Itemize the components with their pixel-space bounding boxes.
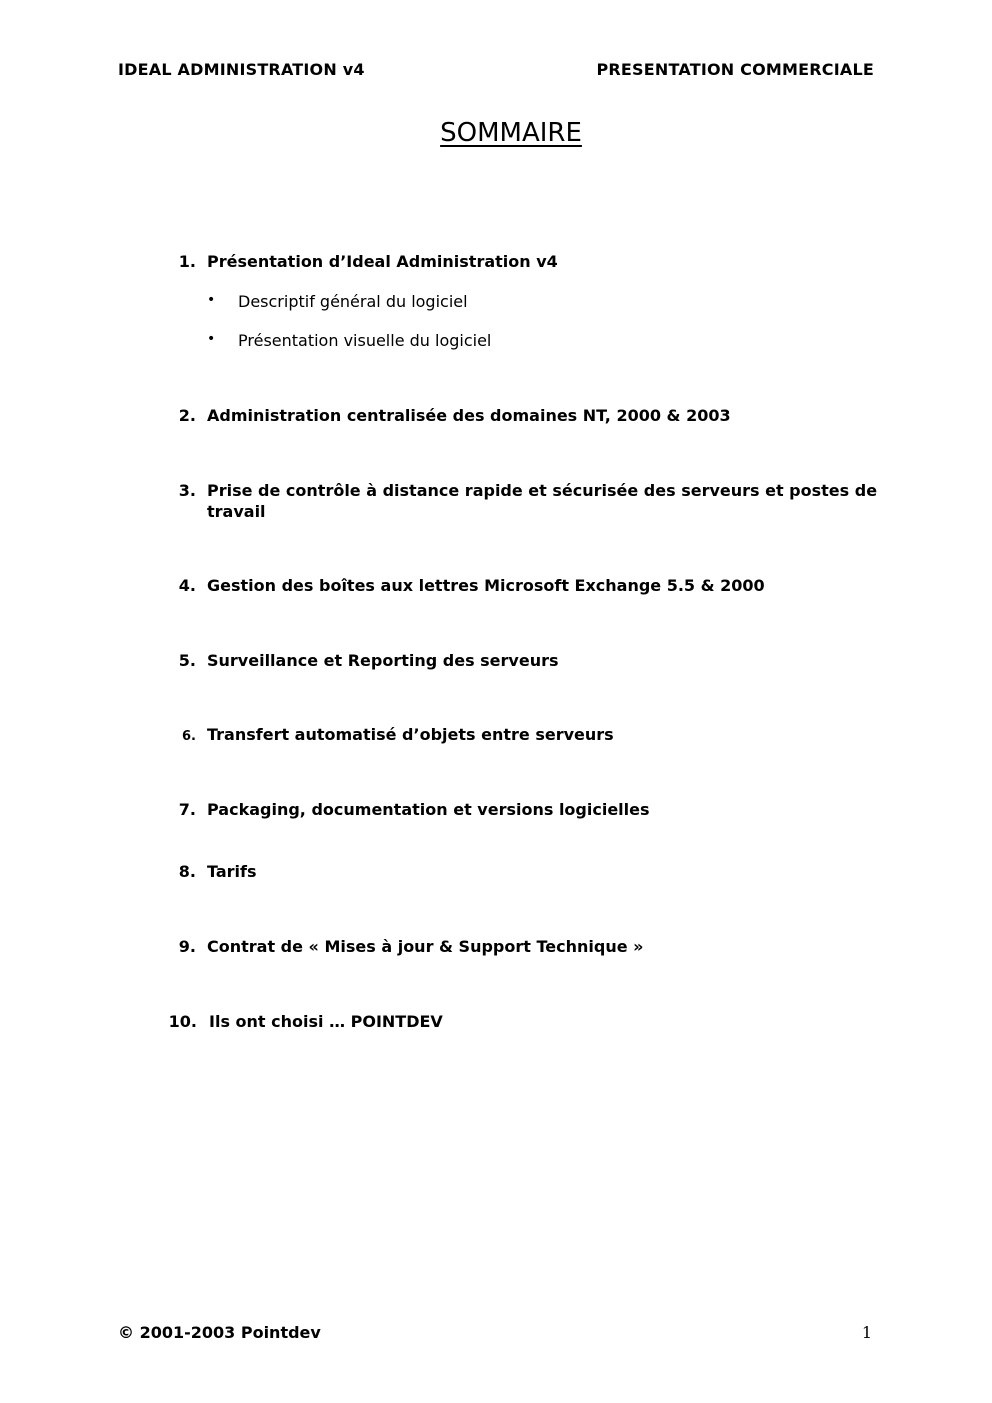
page-title: SOMMAIRE [440,118,582,148]
toc-subitem-text: Présentation visuelle du logiciel [238,331,492,350]
toc-item-number: 7. [178,800,196,819]
bullet-icon: • [207,292,216,308]
toc-item-text: Contrat de « Mises à jour & Support Technique » [207,937,644,956]
toc-item-text: Ils ont choisi … POINTDEV [209,1012,443,1031]
header-section-title: PRESENTATION COMMERCIALE [596,60,874,79]
toc-item-text: Gestion des boîtes aux lettres Microsoft Exchange 5.5 & 2000 [207,576,765,595]
toc-item-number: 6. [182,729,196,744]
toc-item-number: 5. [178,651,196,670]
toc-item-text: Surveillance et Reporting des serveurs [207,651,559,670]
toc-item-number: 1. [178,252,196,271]
toc-item-text: Tarifs [207,862,257,881]
toc-item-text: Prise de contrôle à distance rapide et sécurisée des serveurs et postes de travail [207,481,878,521]
toc-item-number: 4. [178,576,196,595]
toc-item-text: Administration centralisée des domaines NT, 2000 & 2003 [207,406,731,425]
toc-item-number: 9. [178,937,196,956]
header-document-title: IDEAL ADMINISTRATION v4 [118,60,365,79]
toc-item-number: 3. [178,481,196,500]
toc-item-text: Packaging, documentation et versions logicielles [207,800,650,819]
toc-item-number: 8. [178,862,196,881]
toc-item-number: 10. [168,1012,197,1031]
toc-item-number: 2. [178,406,196,425]
toc-item-text: Présentation d’Ideal Administration v4 [207,252,558,271]
toc-subitem-text: Descriptif général du logiciel [238,292,468,311]
footer-copyright: © 2001-2003 Pointdev [118,1323,321,1342]
footer-page-number: 1 [861,1323,872,1342]
toc-item-text: Transfert automatisé d’objets entre serveurs [207,725,614,744]
bullet-icon: • [207,331,216,347]
